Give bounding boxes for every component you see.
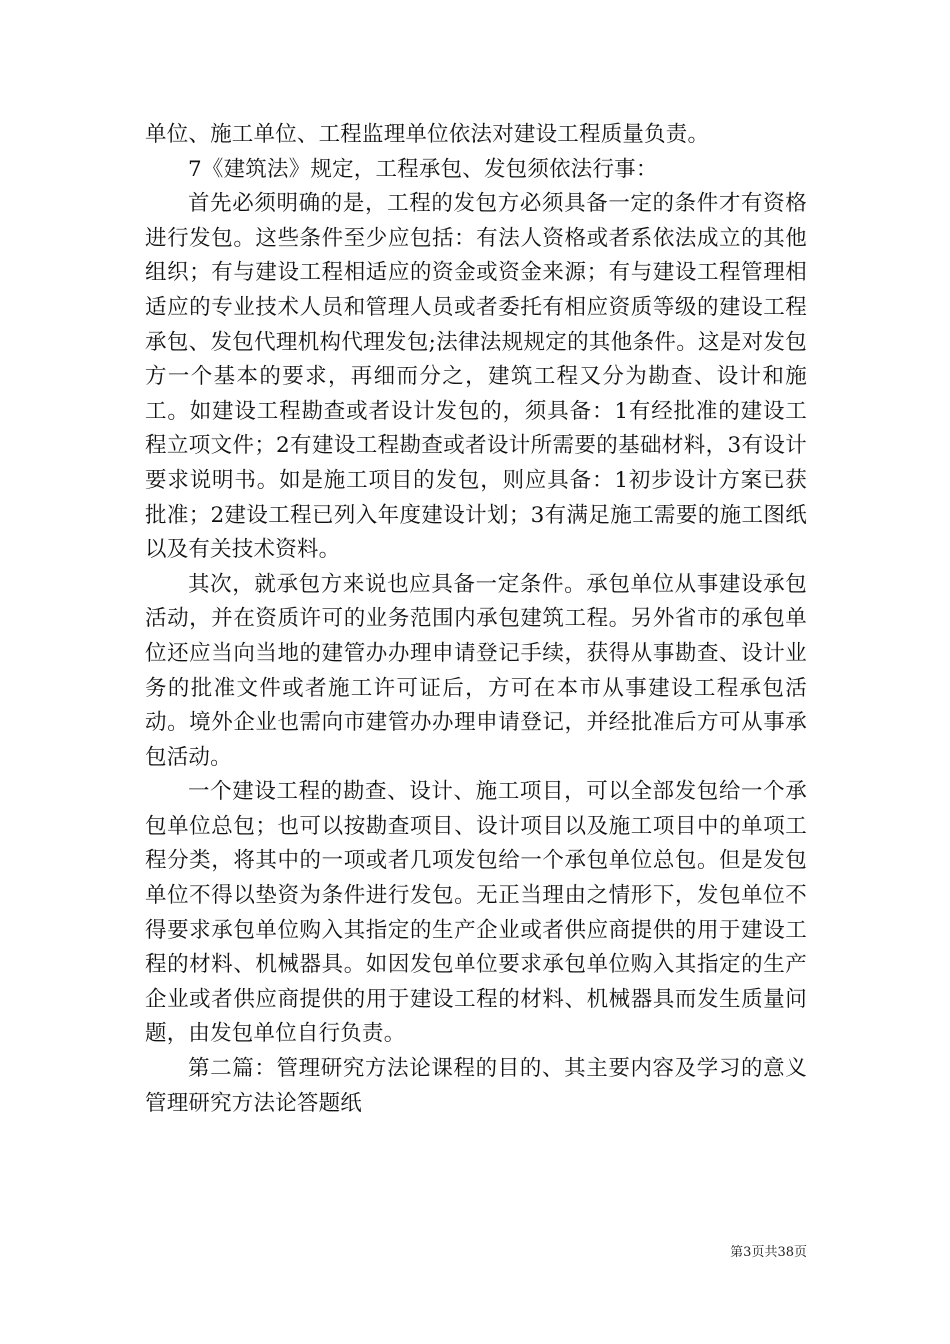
document-body	[145, 118, 807, 1121]
paragraph-1: 单位、施工单位、工程监理单位依法对建设工程质量负责。	[145, 122, 710, 147]
paragraph-6: 第二篇：管理研究方法论课程的目的、其主要内容及学习的意义管理研究方法论答题纸	[145, 1056, 807, 1116]
paragraph-3: 首先必须明确的是，工程的发包方必须具备一定的条件才有资格进行发包。这些条件至少应包括：有法人资格或者系依法成立的其他组织；有与建设工程相适应的资金或资金来源；有与建设工程管理相适应的专业技术人员和管理人员或者委托有相应资质等级的建设工程承包、发包代理机构代理发包;法律法规规定的其他条件。这是对发包方一个基本的要求，再细而分之，建筑工程又分为勘查、设计和施工。如建设工程勘查或者设计发包的，须具备：1有经批准的建设工程立项文件；2有建设工程勘查或者设计所需要的基础材料，3有设计要求说明书。如是施工项目的发包，则应具备：1初步设计方案已获批准；2建设工程已列入年度建设计划；3有满足施工需要的施工图纸以及有关技术资料。	[145, 191, 807, 563]
paragraph-5: 一个建设工程的勘查、设计、施工项目，可以全部发包给一个承包单位总包；也可以按勘查项目、设计项目以及施工项目中的单项工程分类，将其中的一项或者几项发包给一个承包单位总包。但是发包单位不得以垫资为条件进行发包。无正当理由之情形下，发包单位不得要求承包单位购入其指定的生产企业或者供应商提供的用于建设工程的材料、机械器具。如因发包单位要求承包单位购入其指定的生产企业或者供应商提供的用于建设工程的材料、机械器具而发生质量问题，由发包单位自行负责。	[145, 779, 807, 1047]
paragraph-2: 7《建筑法》规定，工程承包、发包须依法行事：	[188, 156, 658, 182]
page-number: 第3页共38页	[730, 1245, 807, 1260]
paragraph-4: 其次，就承包方来说也应具备一定条件。承包单位从事建设承包活动，并在资质许可的业务范围内承包建筑工程。另外省市的承包单位还应当向当地的建管办办理申请登记手续，获得从事勘查、设计业务的批准文件或者施工许可证后，方可在本市从事建设工程承包活动。境外企业也需向市建管办办理申请登记，并经批准后方可从事承包活动。	[145, 571, 807, 770]
